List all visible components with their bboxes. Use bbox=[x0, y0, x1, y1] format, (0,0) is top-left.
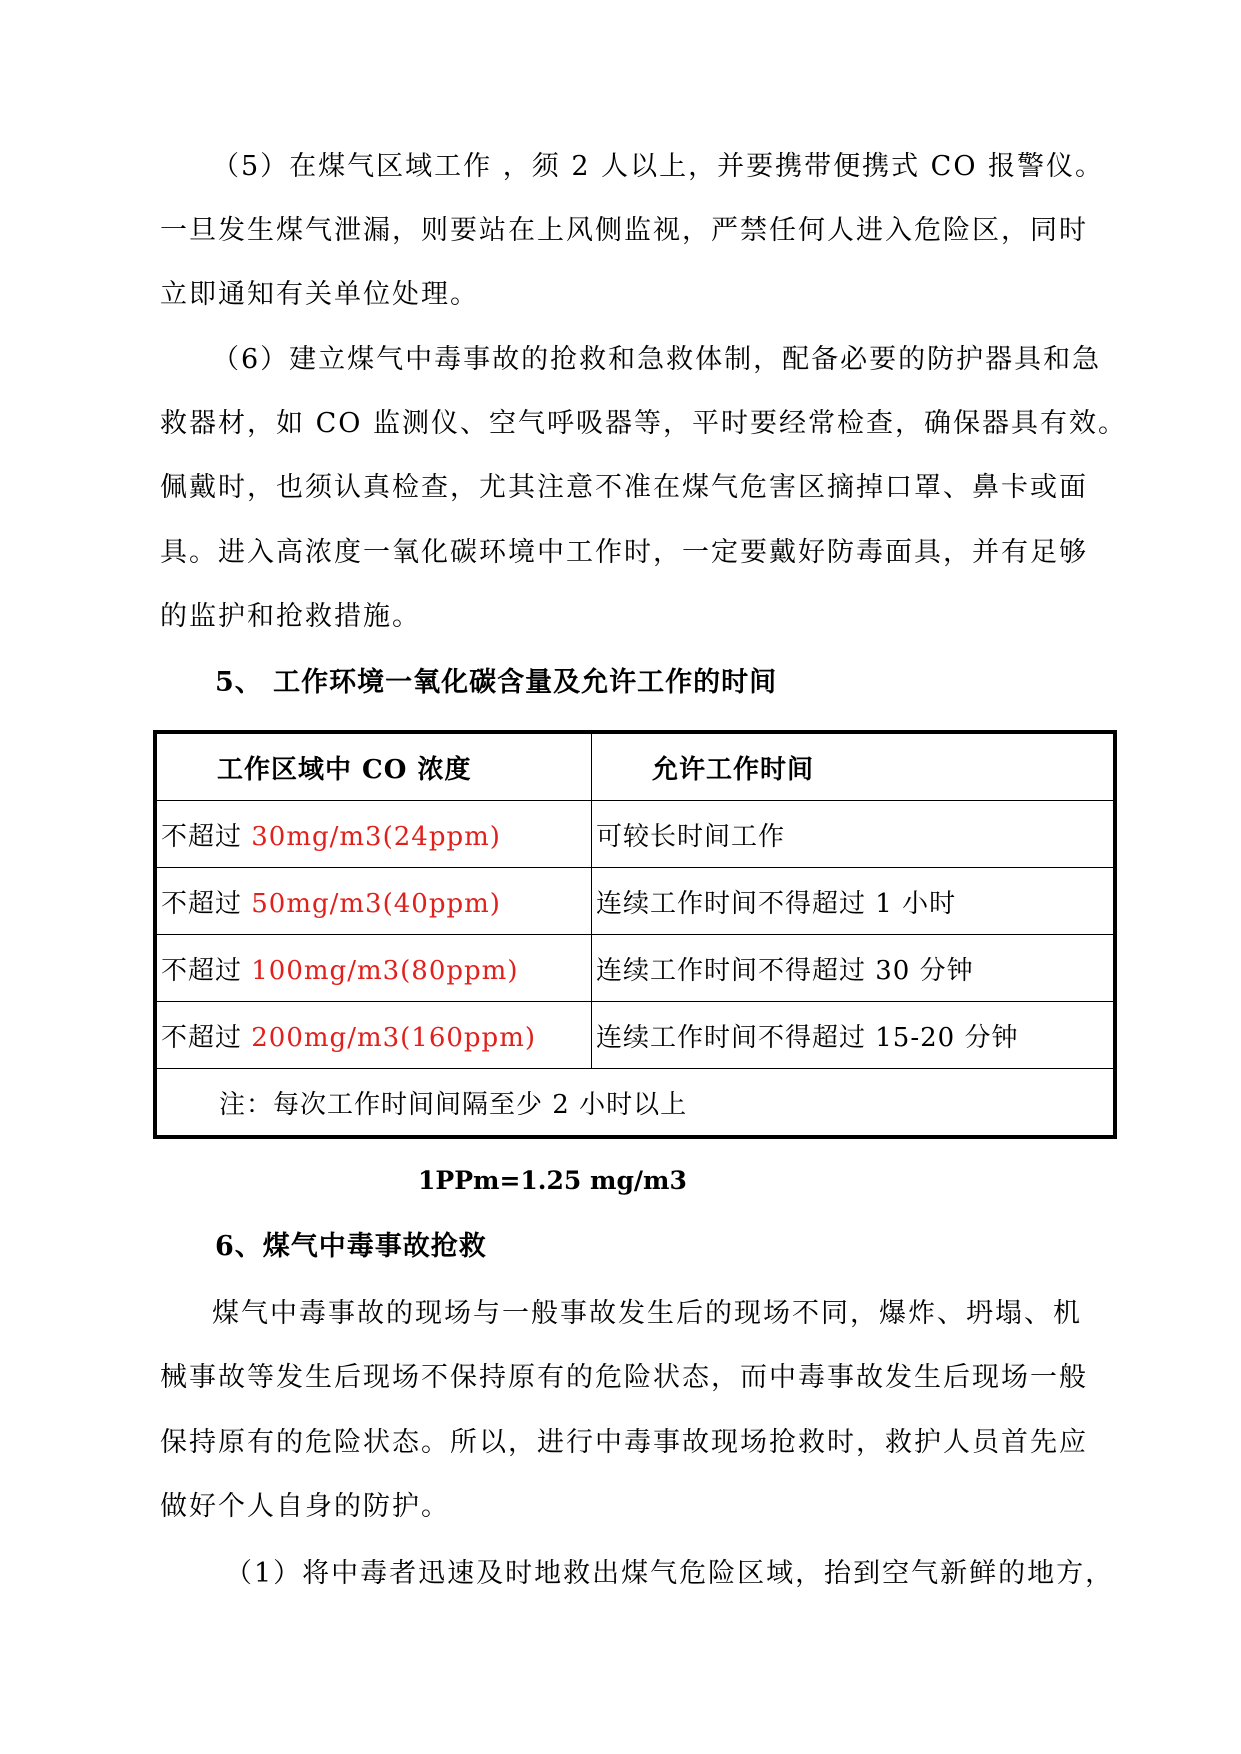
allowed-time-cell: 连续工作时间不得超过 1 小时 bbox=[592, 868, 1114, 935]
paragraph-line: 煤气中毒事故的现场与一般事故发生后的现场不同，爆炸、坍塌、机 bbox=[212, 1298, 1082, 1329]
concentration-value: 200mg/m3(160ppm) bbox=[251, 1022, 536, 1053]
co-concentration-table bbox=[156, 733, 1114, 1136]
table-note-row bbox=[157, 1069, 1114, 1136]
concentration-value: 30mg/m3(24ppm) bbox=[251, 821, 501, 852]
section-5-heading: 5、 工作环境一氧化碳含量及允许工作的时间 bbox=[215, 667, 778, 698]
table-header-row bbox=[157, 734, 1114, 801]
paragraph-line: 做好个人自身的防护。 bbox=[160, 1491, 450, 1522]
paragraph-line: 保持原有的危险状态。所以，进行中毒事故现场抢救时，救护人员首先应 bbox=[160, 1427, 1088, 1458]
paragraph-line: （5）在煤气区域工作 ，须 2 人以上，并要携带便携式 CO 报警仪。 bbox=[212, 151, 1105, 182]
paragraph-line: 救器材，如 CO 监测仪、空气呼吸器等，平时要经常检查，确保器具有效。 bbox=[160, 408, 1127, 439]
table-row bbox=[157, 868, 1114, 935]
table-row bbox=[157, 801, 1114, 868]
header-allowed-time: 允许工作时间 bbox=[592, 734, 1114, 801]
paragraph-line: 佩戴时，也须认真检查，尤其注意不准在煤气危害区摘掉口罩、鼻卡或面 bbox=[160, 472, 1088, 503]
paragraph-line: 立即通知有关单位处理。 bbox=[160, 279, 479, 310]
table-note: 注：每次工作时间间隔至少 2 小时以上 bbox=[157, 1069, 1114, 1136]
paragraph-line: 的监护和抢救措施。 bbox=[160, 601, 421, 632]
header-co-concentration: 工作区域中 CO 浓度 bbox=[157, 734, 592, 801]
section-6-heading: 6、煤气中毒事故抢救 bbox=[215, 1231, 487, 1262]
allowed-time-cell: 连续工作时间不得超过 15-20 分钟 bbox=[592, 1002, 1114, 1069]
concentration-cell bbox=[157, 868, 592, 935]
paragraph-line: 械事故等发生后现场不保持原有的危险状态，而中毒事故发生后现场一般 bbox=[160, 1362, 1088, 1393]
allowed-time-cell: 连续工作时间不得超过 30 分钟 bbox=[592, 935, 1114, 1002]
paragraph-line: 具。进入高浓度一氧化碳环境中工作时，一定要戴好防毒面具，并有足够 bbox=[160, 537, 1088, 568]
limit-prefix: 不超过 bbox=[161, 955, 252, 986]
table-row bbox=[157, 935, 1114, 1002]
table-row bbox=[157, 1002, 1114, 1069]
paragraph-line: （1）将中毒者迅速及时地救出煤气危险区域，抬到空气新鲜的地方， bbox=[225, 1558, 1115, 1589]
limit-prefix: 不超过 bbox=[161, 1022, 252, 1053]
paragraph-line: 一旦发生煤气泄漏，则要站在上风侧监视，严禁任何人进入危险区，同时 bbox=[160, 215, 1088, 246]
paragraph-line: （6）建立煤气中毒事故的抢救和急救体制，配备必要的防护器具和急 bbox=[212, 344, 1102, 375]
concentration-cell bbox=[157, 801, 592, 868]
concentration-value: 50mg/m3(40ppm) bbox=[251, 888, 501, 919]
unit-conversion: 1PPm=1.25 mg/m3 bbox=[418, 1166, 687, 1195]
concentration-cell bbox=[157, 935, 592, 1002]
concentration-value: 100mg/m3(80ppm) bbox=[251, 955, 519, 986]
limit-prefix: 不超过 bbox=[161, 888, 252, 919]
limit-prefix: 不超过 bbox=[161, 821, 252, 852]
allowed-time-cell: 可较长时间工作 bbox=[592, 801, 1114, 868]
concentration-cell bbox=[157, 1002, 592, 1069]
